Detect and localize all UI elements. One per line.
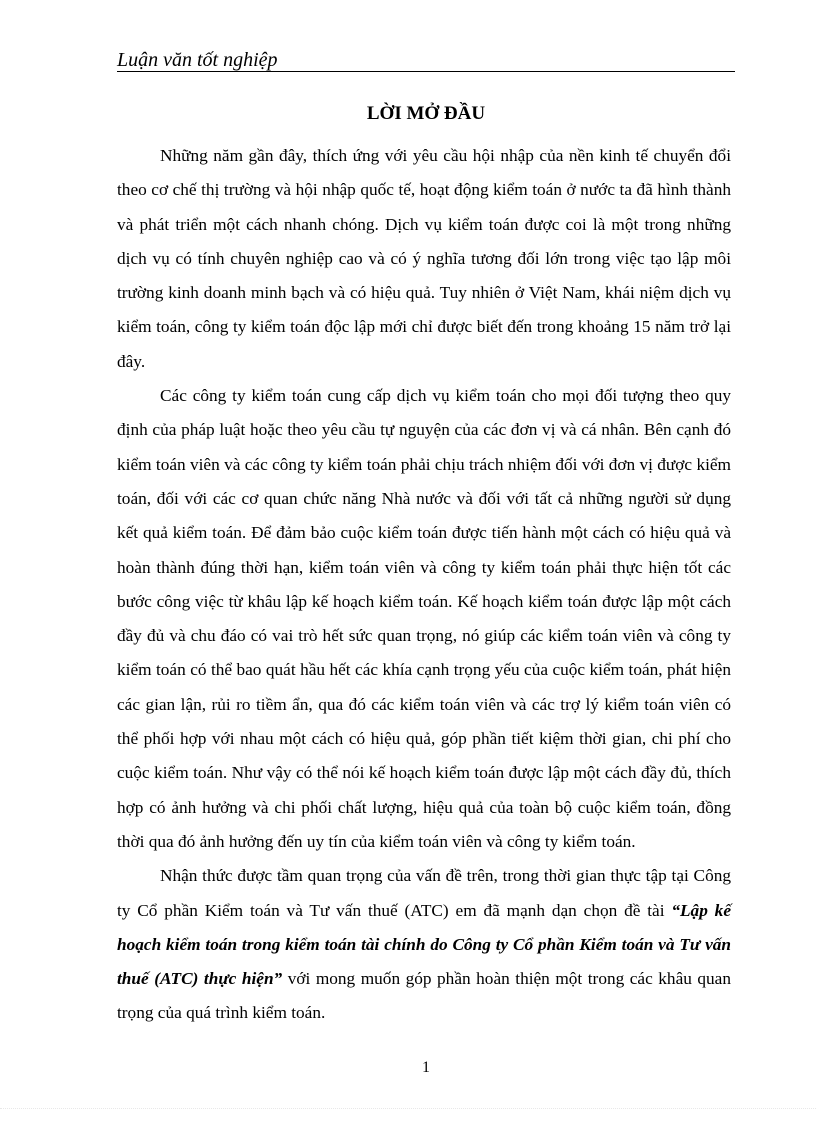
paragraph-3 — [117, 859, 731, 1030]
paragraph-3-ending: với mong muốn góp phần hoàn thiện một trong các khâu quan trọng của quá trình kiểm toán. — [117, 969, 731, 1023]
header-divider — [117, 71, 735, 72]
thesis-topic: “Lập kế hoạch kiểm toán trong kiểm toán tài chính do Công ty Cổ phần Kiểm toán và Tư vấn thuế (ATC) thực hiện” — [117, 900, 731, 989]
running-header: Luận văn tốt nghiệp — [117, 49, 278, 71]
page-number: 1 — [422, 1059, 430, 1076]
paragraph-3-intro: Nhận thức được tầm quan trọng của vấn đề trên, trong thời gian thực tập tại Công ty Cổ phần Kiểm toán và Tư vấn thuế (ATC) em đã mạnh dạn chọn đề tài — [117, 866, 731, 920]
paragraph-2: Các công ty kiểm toán cung cấp dịch vụ kiểm toán cho mọi đối tượng theo quy định của pháp luật hoặc theo yêu cầu tự nguyện của các đơn vị và cá nhân. Bên cạnh đó kiểm toán viên và các công ty kiểm toán phải chịu trách nhiệm đối với đơn vị được kiểm toán, đối với các cơ quan chức năng Nhà nước và đối với tất cả những người sử dụng kết quả kiểm toán. Để đảm bảo cuộc kiểm toán được tiến hành một cách có hiệu quả và hoàn thành đúng thời hạn, kiểm toán viên và công ty kiểm toán phải thực hiện tốt các bước công việc từ khâu lập kế hoạch kiểm toán. Kế hoạch kiểm toán được lập một cách đầy đủ và chu đáo có vai trò hết sức quan trọng, nó giúp các kiểm toán viên và công ty kiểm toán có thể bao quát hầu hết các khía cạnh trọng yếu của cuộc kiểm toán, phát hiện các gian lận, rủi ro tiềm ẩn, qua đó các kiểm toán viên và các trợ lý kiểm toán viên có thể phối hợp với nhau một cách có hiệu quả, góp phần tiết kiệm thời gian, chi phí cho cuộc kiểm toán. Như vậy có thể nói kế hoạch kiểm toán được lập một cách đầy đủ, thích hợp có ảnh hưởng và chi phối chất lượng, hiệu quả của toàn bộ cuộc kiểm toán, đồng thời qua đó ảnh hưởng đến uy tín của kiểm toán viên và công ty kiểm toán. — [117, 386, 731, 851]
page-bottom-border — [0, 1108, 816, 1109]
page-title: LỜI MỞ ĐẦU — [366, 103, 486, 124]
paragraph-1: Những năm gần đây, thích ứng với yêu cầu hội nhập của nền kinh tế chuyển đổi theo cơ chế thị trường và hội nhập quốc tế, hoạt động kiểm toán ở nước ta đã hình thành và phát triển một cách nhanh chóng. Dịch vụ kiểm toán được coi là một trong những dịch vụ có tính chuyên nghiệp cao và có ý nghĩa tương đối lớn trong việc tạo lập môi trường kinh doanh minh bạch và có hiệu quả. Tuy nhiên ở Việt Nam, khái niệm dịch vụ kiểm toán, công ty kiểm toán độc lập mới chỉ được biết đến trong khoảng 15 năm trở lại đây. — [117, 146, 731, 371]
body-text — [117, 139, 731, 1031]
